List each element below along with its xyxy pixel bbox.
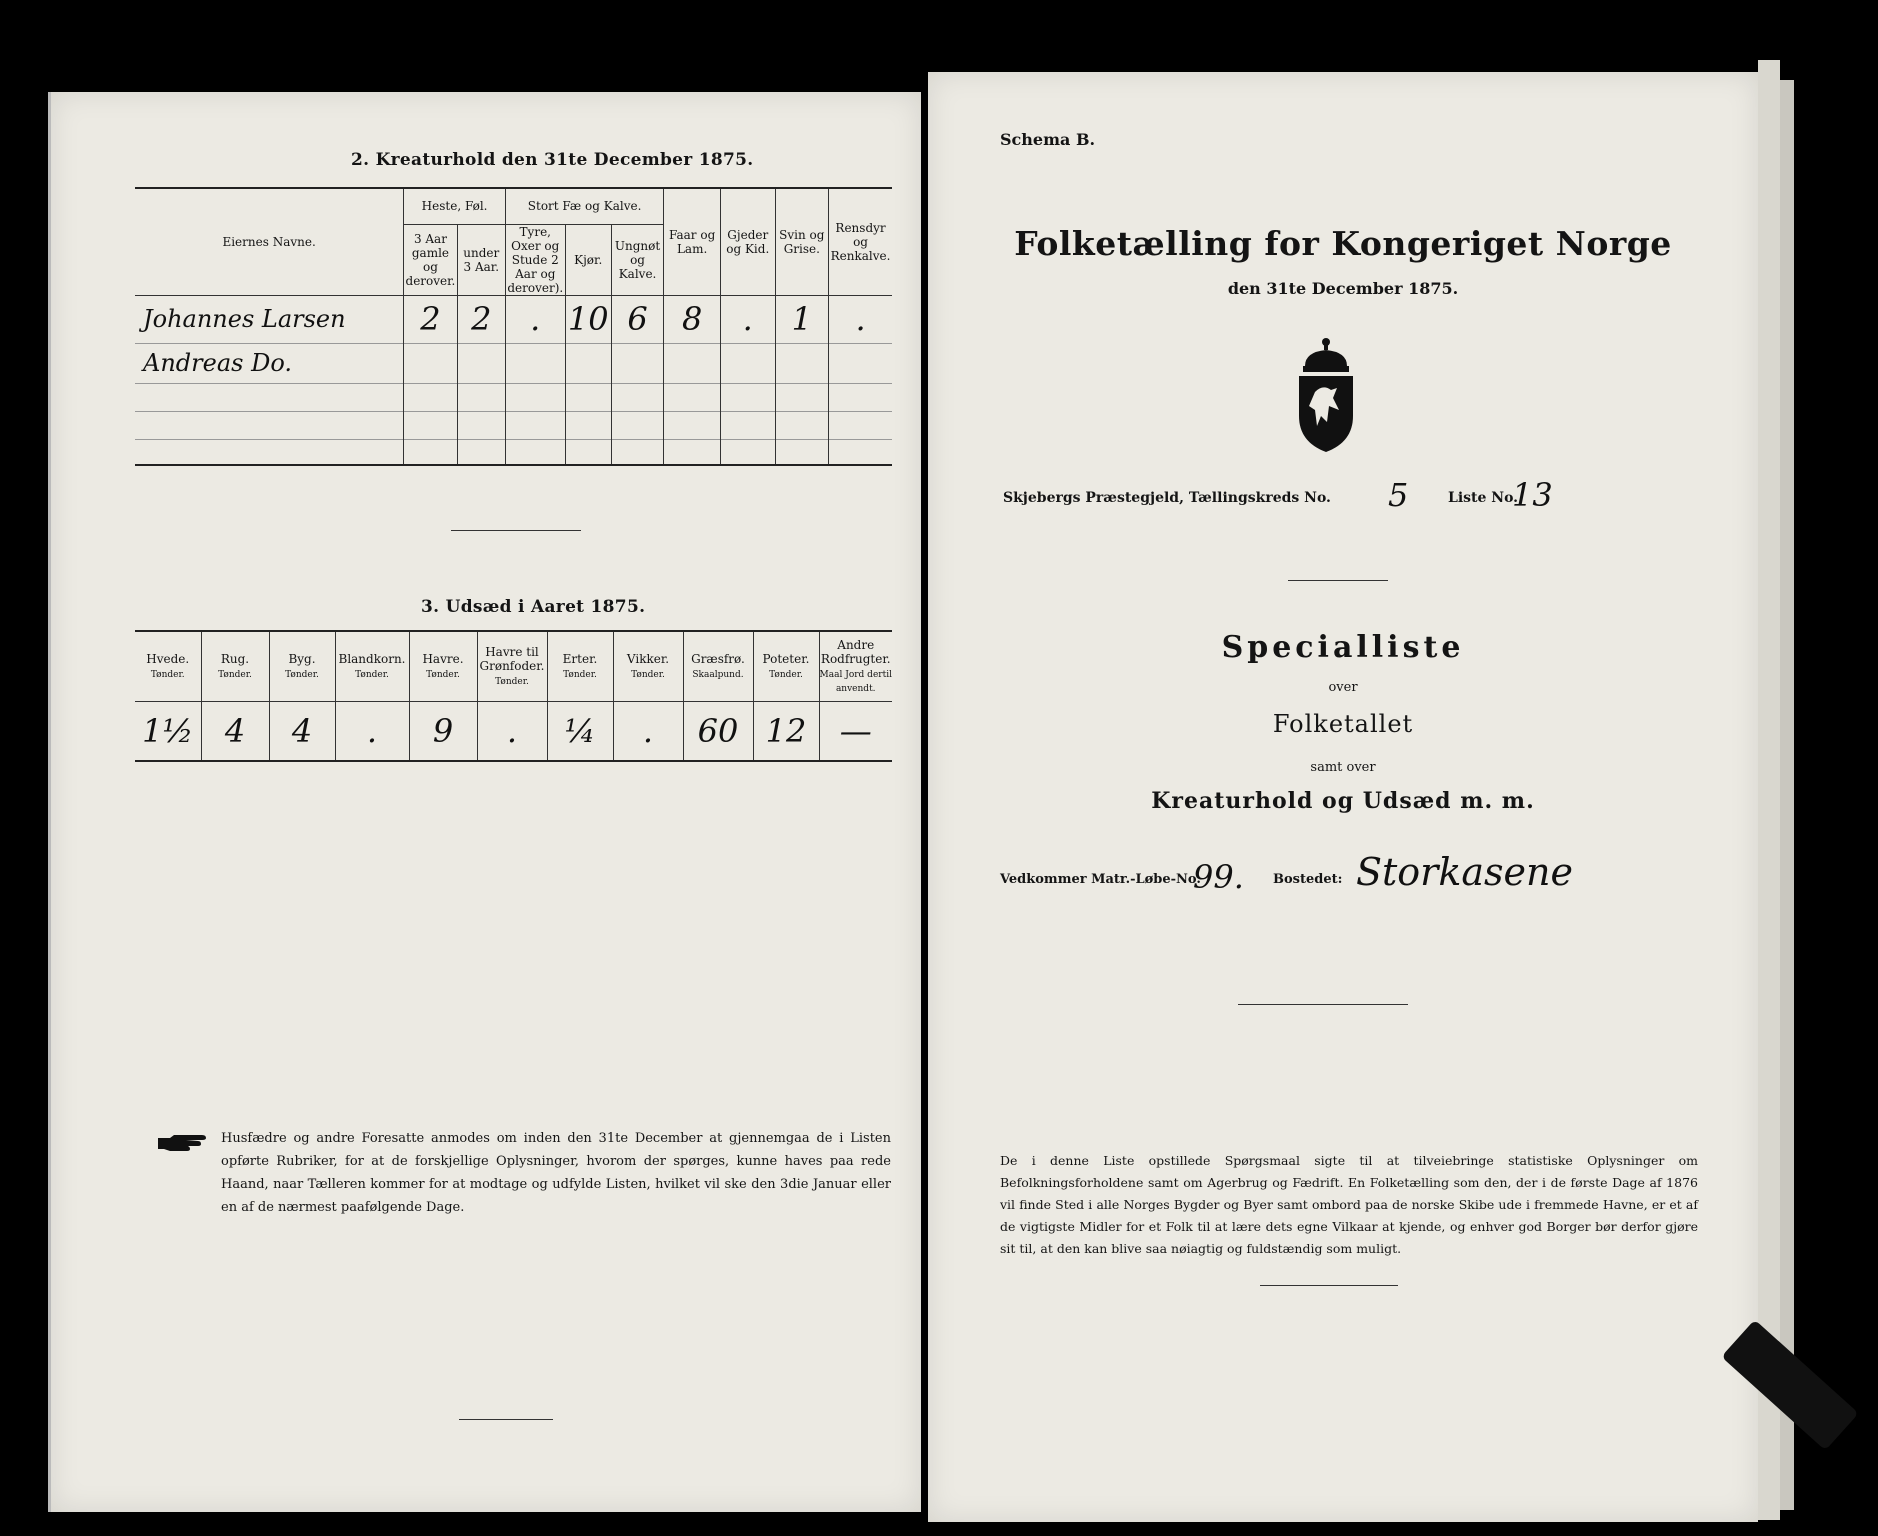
col-havre-unit: Tønder. xyxy=(426,670,460,681)
folketallet-heading: Folketallet xyxy=(1272,710,1414,738)
value-vikker: . xyxy=(642,711,654,750)
col-graesfro xyxy=(683,631,753,701)
value-erter: ¼ xyxy=(564,711,596,750)
value-s2: 10 xyxy=(567,300,609,338)
col-svin: Svin og Grise. xyxy=(775,188,829,295)
col-ungnot: Ungnøt og Kalve. xyxy=(611,224,663,295)
col-havre xyxy=(409,631,477,701)
value-h1: 2 xyxy=(420,300,441,338)
owner-header: Eiernes Navne. xyxy=(135,188,404,295)
col-graesfro-unit: Skaalpund. xyxy=(692,670,744,681)
col-hvede xyxy=(135,631,201,701)
value-h2: 2 xyxy=(471,300,492,338)
col-rug-name: Rug. xyxy=(220,652,250,667)
col-gronfoder-name: Havre til Grønfoder. xyxy=(479,645,545,674)
divider xyxy=(1260,1285,1398,1286)
col-heste-under: under 3 Aar. xyxy=(457,224,505,295)
kreatur-title: 2. Kreaturhold den 31te December 1875. xyxy=(351,150,754,170)
value-hvede: 1½ xyxy=(142,711,194,750)
col-gronfoder-unit: Tønder. xyxy=(495,677,529,688)
schema-label: Schema B. xyxy=(1000,130,1096,149)
divider xyxy=(1288,580,1388,581)
col-byg-name: Byg. xyxy=(288,652,316,667)
parish-label: Skjebergs Præstegjeld, Tællingskreds No. xyxy=(1003,490,1331,506)
page-edges xyxy=(1780,80,1794,1510)
value-s3: 6 xyxy=(627,300,648,338)
col-erter-name: Erter. xyxy=(562,652,598,667)
value-poteter: 12 xyxy=(765,711,807,750)
col-rodfrugter-unit: Maal Jord dertil anvendt. xyxy=(819,670,892,695)
table-row xyxy=(135,701,892,761)
col-blandkorn-unit: Tønder. xyxy=(355,670,389,681)
col-byg-unit: Tønder. xyxy=(285,670,319,681)
value-rodfrugter: — xyxy=(839,711,872,750)
udsaed-table xyxy=(135,630,892,762)
matr-label: Vedkommer Matr.-Løbe-No. xyxy=(1000,872,1201,887)
col-rug-unit: Tønder. xyxy=(218,670,252,681)
group-stort: Stort Fæ og Kalve. xyxy=(505,188,663,224)
col-vikker-name: Vikker. xyxy=(626,652,670,667)
col-poteter xyxy=(753,631,819,701)
kreatur-udsaed-heading: Kreaturhold og Udsæd m. m. xyxy=(1151,788,1535,814)
liste-number: 13 xyxy=(1512,476,1553,514)
col-vikker-unit: Tønder. xyxy=(631,670,665,681)
kreatur-table xyxy=(135,187,892,466)
col-blandkorn xyxy=(335,631,409,701)
bosted-label: Bostedet: xyxy=(1273,872,1343,887)
col-hvede-name: Hvede. xyxy=(146,652,190,667)
liste-label: Liste No. xyxy=(1448,490,1519,506)
col-gjed: Gjeder og Kid. xyxy=(720,188,775,295)
title-date: den 31te December 1875. xyxy=(1227,279,1459,298)
value-faar: 8 xyxy=(681,300,703,338)
value-blandkorn: . xyxy=(366,711,378,750)
notice-text: Husfædre og andre Foresatte anmodes om inden den 31te December at gjennemgaa de i Listen opførte Rubriker, for at de forskjellige Oplysninger, hvorom der spørges, kunne haves paa rede Haand, naar Tælleren kommer for at modtage og udfylde Listen, hvilket vil ske den 3die Januar eller en af de nærmest paafølgende Dage. xyxy=(221,1131,891,1215)
value-rens: . xyxy=(855,300,866,338)
owner-line-2: Andreas Do. xyxy=(143,349,292,377)
col-rodfrugter xyxy=(819,631,892,701)
col-kjor: Kjør. xyxy=(565,224,611,295)
divider xyxy=(459,1419,553,1420)
main-title: Folketælling for Kongeriget Norge xyxy=(1014,224,1672,263)
owner-line-1: Johannes Larsen xyxy=(143,305,346,333)
norway-coat-of-arms-icon xyxy=(1293,336,1359,458)
col-rodfrugter-name: Andre Rodfrugter. xyxy=(820,638,891,667)
col-poteter-name: Poteter. xyxy=(762,652,810,667)
col-hvede-unit: Tønder. xyxy=(150,670,185,681)
matr-number: 99. xyxy=(1193,858,1244,896)
specialliste-heading: Specialliste xyxy=(1221,630,1465,665)
table-row xyxy=(135,295,892,343)
col-vikker xyxy=(613,631,683,701)
page-edges xyxy=(1758,60,1780,1520)
bosted-value: Storkasene xyxy=(1356,850,1573,894)
col-erter-unit: Tønder. xyxy=(563,670,597,681)
col-erter xyxy=(547,631,613,701)
right-page xyxy=(928,72,1758,1522)
table-row xyxy=(135,343,892,383)
col-poteter-unit: Tønder. xyxy=(769,670,803,681)
pointing-hand-icon xyxy=(156,1132,208,1158)
col-faar: Faar og Lam. xyxy=(664,188,721,295)
value-rug: 4 xyxy=(224,711,246,750)
value-graesfro: 60 xyxy=(697,711,739,750)
samt-over-text: samt over xyxy=(1310,760,1376,775)
footer-text: De i denne Liste opstillede Spørgsmaal sigte til at tilveiebringe statistiske Oplysninger om Befolkningsforholdene samt om Agerbrug og Fædrift. En Folketælling som den, der i de første Dage af 1876 vil finde Sted i alle Norges Bygder og Byer samt ombord paa de norske Skibe ude i fremmede Havne, er et af de vigtigste Midler for et Folk til at lære dets egne Vilkaar at kjende, og enhver god Borger bør derfor gjøre sit til, at den kan blive saa nøiagtig og fuldstændig som muligt. xyxy=(1000,1153,1698,1256)
col-graesfro-name: Græsfrø. xyxy=(691,652,745,667)
divider xyxy=(451,530,581,531)
divider xyxy=(1238,1004,1408,1005)
left-page xyxy=(48,92,921,1512)
col-blandkorn-name: Blandkorn. xyxy=(338,652,406,667)
col-heste-3aar: 3 Aar gamle og derover. xyxy=(404,224,457,295)
group-heste: Heste, Føl. xyxy=(404,188,506,224)
value-gronfoder: . xyxy=(506,711,518,750)
value-havre: 9 xyxy=(432,711,454,750)
value-s1: . xyxy=(530,300,541,338)
col-gronfoder xyxy=(477,631,547,701)
value-byg: 4 xyxy=(291,711,313,750)
col-rens: Rensdyr og Renkalve. xyxy=(829,188,892,295)
udsaed-title: 3. Udsæd i Aaret 1875. xyxy=(421,597,646,617)
col-tyre: Tyre, Oxer og Stude 2 Aar og derover). xyxy=(507,224,564,295)
kreds-number: 5 xyxy=(1388,476,1409,514)
over-text: over xyxy=(1328,680,1358,695)
value-svin: 1 xyxy=(791,300,812,338)
col-rug xyxy=(201,631,269,701)
col-havre-name: Havre. xyxy=(422,652,464,667)
col-byg xyxy=(269,631,335,701)
value-gjed: . xyxy=(742,300,753,338)
